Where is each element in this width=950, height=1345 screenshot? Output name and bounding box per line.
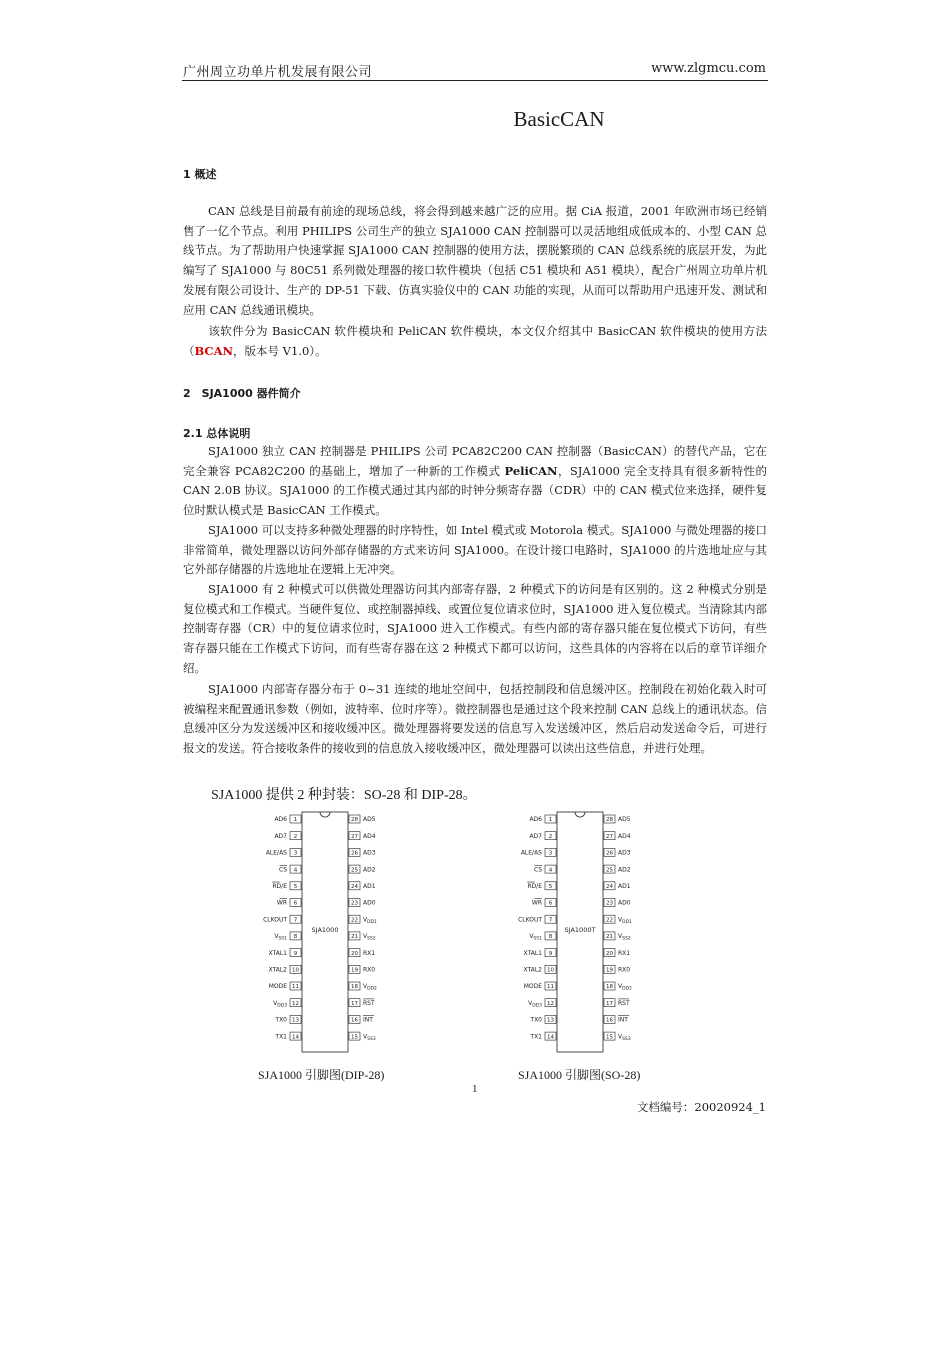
pinout-diagram-so28 [510,808,650,1060]
pin-number: 6 [548,900,553,907]
pin-number: 9 [548,950,553,957]
section2-paragraph-1 [183,442,767,521]
pin-name: $V_{SS3}$ [363,1033,376,1042]
pin-number: 11 [292,984,299,991]
section2-paragraph-4 [183,680,767,759]
section1-heading: 1 概述 [183,168,217,181]
pin-name: AD5 [363,816,376,824]
pin-number: 18 [351,984,358,991]
pin-name: AD1 [618,883,631,890]
pin-number: 25 [606,867,613,874]
pin-number: 18 [606,984,613,991]
pin-name: CS [279,866,287,874]
pin-name: XTAL1 [268,949,287,957]
figure-caption-dip28: SJA1000 引脚图(DIP-28) [258,1068,385,1082]
section2-paragraph-3 [183,580,767,679]
pin-number: 21 [606,934,613,941]
pin-number: 10 [547,967,554,974]
pin-name: $V_{SS1}$ [274,933,287,942]
pin-name: INT [363,1016,373,1024]
pin-name: $V_{SS3}$ [618,1033,631,1042]
pin-name: $V_{DD2}$ [363,983,377,992]
pin-number: 1 [548,817,553,824]
pin-number: 19 [606,967,613,974]
document-number: 文档编号：20020924_1 [636,1100,766,1114]
section2-p4-text: SJA1000 内部寄存器分布于 0~31 连续的地址空间中，包括控制段和信息缓冲区。控制段在初始化载入时可被编程来配置通讯参数（例如，波特率、位时序等）。微控制器也是通过这个段来控制 CAN 总线上的通讯状态。信息缓冲区分为发送缓冲区和接收缓冲区。微处理器将要发送的信息写入发送缓冲区，然后启动发送命令后，可进行报文的发送。符合接收条件的接收到的信息放入接收缓冲区，微处理器可以读出这些信息，并进行处理。 [183,682,767,756]
pin-number: 9 [293,950,298,957]
pin-number: 24 [351,884,358,890]
header-divider [182,80,768,81]
pin-name: RX0 [363,966,376,974]
pin-name: TX1 [530,1033,542,1041]
pin-number: 17 [351,1000,358,1007]
pin-name: WR [531,899,542,907]
pin-number: 27 [606,833,613,840]
pin-name: AD7 [529,832,542,840]
pin-number: 5 [293,884,298,890]
pin-name: TX1 [275,1033,287,1041]
pin-number: 23 [351,900,358,907]
pin-name: WR [276,899,287,907]
pin-name: AD4 [618,832,631,840]
pin-number: 8 [293,934,298,941]
pin-name: AD3 [363,849,376,857]
pin-number: 3 [548,850,553,857]
section2-p1-text-a: SJA1000 独立 CAN 控制器是 PHILIPS 公司 PCA82C200 CAN 控制器（BasicCAN）的替代产品，它在完全兼容 PCA82C200 的基础上，增加了一种新的工作模式 [183,444,767,478]
pin-number: 1 [293,817,298,824]
pin-number: 12 [292,1000,299,1007]
section2-heading: 2 SJA1000 器件简介 [183,387,301,400]
pin-number: 24 [606,884,613,890]
pin-name: $V_{DD3}$ [528,999,542,1009]
section2-paragraph-2 [183,521,767,580]
pin-name: $V_{SS2}$ [363,933,376,942]
section1-p2-text-b: ，版本号 V1.0）。 [233,343,327,358]
pin-number: 16 [351,1017,358,1024]
pin-number: 28 [606,817,613,824]
pin-number: 19 [351,967,358,974]
pin-name: $V_{DD2}$ [618,983,632,992]
pin-name: XTAL2 [523,966,542,974]
pin-name: RX0 [618,966,631,974]
pin-name: AD7 [274,832,287,840]
pin-number: 14 [292,1034,299,1041]
pin-name: MODE [268,983,287,991]
section1-paragraph-2 [183,322,767,361]
pin-number: 28 [351,817,358,824]
section2-1-heading: 2.1 总体说明 [183,427,251,440]
section1-p2-text-a: 该软件分为 BasicCAN 软件模块和 PeliCAN 软件模块，本文仅介绍其中 BasicCAN 软件模块的使用方法（ [183,324,767,358]
page-number: 1 [472,1083,478,1095]
pin-name: AD6 [529,816,542,824]
pin-number: 2 [293,833,298,840]
pin-name: AD3 [618,849,631,857]
pin-number: 10 [292,967,299,974]
pin-number: 26 [351,850,358,857]
pin-number: 4 [293,867,298,874]
pin-number: 7 [548,917,553,924]
pin-number: 22 [606,917,613,924]
pin-name: AD0 [618,899,631,907]
pin-number: 3 [293,850,298,857]
pin-name: RX1 [618,949,631,957]
pin-name: XTAL1 [523,949,542,957]
pin-number: 2 [548,833,553,840]
bcan-highlight: BCAN [194,343,234,358]
pin-number: 6 [293,900,298,907]
pin-number: 11 [547,984,554,991]
pin-name: TX0 [275,1016,287,1024]
pin-name: $V_{DD1}$ [618,916,632,925]
pin-number: 17 [606,1000,613,1007]
section1-p1-text: CAN 总线是目前最有前途的现场总线，将会得到越来越广泛的应用。据 CiA 报道，2001 年欧洲市场已经销售了一亿个节点。利用 PHILIPS 公司生产的独立 SJA1000 CAN 控制器可以灵活地组成低成本的、小型 CAN 总线节点。为了帮助用户快速掌握 SJA1000 CAN 控制器的使用方法，摆脱繁琐的 CAN 总线系统的底层开发，为此编写了 SJA1000 与 80C51 系列微处理器的接口软件模块（包括 C51 模块和 A51 模块），配合广州周立功单片机发展有限公司设计、生产的 DP-51 下载、仿真实验仪中的 CAN 功能的实现，从而可以帮助用户迅速开发、测试和应用 CAN 总线通讯模块。 [183,204,767,317]
pin-name: CS [534,866,542,874]
pin-number: 20 [606,950,613,957]
section2-p1-text-b: ，SJA1000 完全支持具有很多新特性的 CAN 2.0B 协议。SJA1000 的工作模式通过其内部的时钟分频寄存器（CDR）中的 CAN 模式位来选择，硬件复位时默认模式是 BasicCAN 工作模式。 [183,463,767,518]
pin-name: ALE/AS [520,849,542,857]
pin-name: AD5 [618,816,631,824]
pinout-diagram-dip28 [255,808,395,1060]
figure-caption-so28: SJA1000 引脚图(SO-28) [518,1068,641,1082]
header-website: www.zlgmcu.com [651,61,766,76]
pin-number: 16 [606,1017,613,1024]
pin-number: 26 [606,850,613,857]
pin-number: 22 [351,917,358,924]
pin-name: CLKOUT [263,916,287,924]
pin-number: 14 [547,1034,554,1041]
pin-number: 15 [351,1034,358,1041]
pin-name: $V_{DD1}$ [363,916,377,925]
document-title: BasicCAN [513,107,605,131]
pin-name: RD/E [272,883,287,890]
pin-number: 7 [293,917,298,924]
pin-name: ALE/AS [265,849,287,857]
pin-name: INT [618,1016,628,1024]
pin-name: RST [618,999,630,1007]
pin-name: CLKOUT [518,916,542,924]
pin-number: 12 [547,1000,554,1007]
pin-number: 27 [351,833,358,840]
package-sentence: SJA1000 提供 2 种封装：SO-28 和 DIP-28。 [211,788,477,803]
pin-name: XTAL2 [268,966,287,974]
chip-label: SJA1000 [311,926,339,934]
pin-number: 13 [547,1017,554,1024]
pin-name: $V_{SS1}$ [529,933,542,942]
pin-number: 13 [292,1017,299,1024]
pin-name: AD6 [274,816,287,824]
pin-number: 20 [351,950,358,957]
pin-name: RD/E [527,883,542,890]
header-company: 广州周立功单片机发展有限公司 [183,65,373,80]
pin-name: AD2 [618,866,631,874]
pin-number: 23 [606,900,613,907]
chip-label: SJA1000T [564,926,596,934]
section2-p2-text: SJA1000 可以支持多种微处理器的时序特性，如 Intel 模式或 Motorola 模式。SJA1000 与微处理器的接口非常简单，微处理器以访问外部存储器的方式来访问 SJA1000。在设计接口电路时，SJA1000 的片选地址应与其它外部存储器的片选地址在逻辑上无冲突。 [183,523,767,577]
pin-name: AD2 [363,866,376,874]
section1-paragraph-1 [183,202,767,320]
pin-name: AD1 [363,883,376,890]
pin-number: 25 [351,867,358,874]
pin-name: TX0 [530,1016,542,1024]
section2-p3-text: SJA1000 有 2 种模式可以供微处理器访问其内部寄存器，2 种模式下的访问是有区别的。这 2 种模式分别是复位模式和工作模式。当硬件复位、或控制器掉线、或置位复位请求位时，SJA1000 进入复位模式。当清除其内部控制寄存器（CR）中的复位请求位时，SJA1000 进入工作模式。有些内部的寄存器只能在复位模式下访问，有些寄存器只能在工作模式下访问，而有些寄存器在这 2 种模式下都可以访问，这些具体的内容将在以后的章节详细介绍。 [183,582,767,675]
pin-name: RST [363,999,375,1007]
pin-number: 5 [548,884,553,890]
pelican-highlight: PeliCAN [504,463,558,478]
pin-number: 4 [548,867,553,874]
pin-number: 15 [606,1034,613,1041]
pin-name: $V_{SS2}$ [618,933,631,942]
pin-number: 21 [351,934,358,941]
pin-name: MODE [523,983,542,991]
pin-number: 8 [548,934,553,941]
pin-name: RX1 [363,949,376,957]
pin-name: AD0 [363,899,376,907]
pin-name: AD4 [363,832,376,840]
pin-name: $V_{DD3}$ [273,999,287,1009]
